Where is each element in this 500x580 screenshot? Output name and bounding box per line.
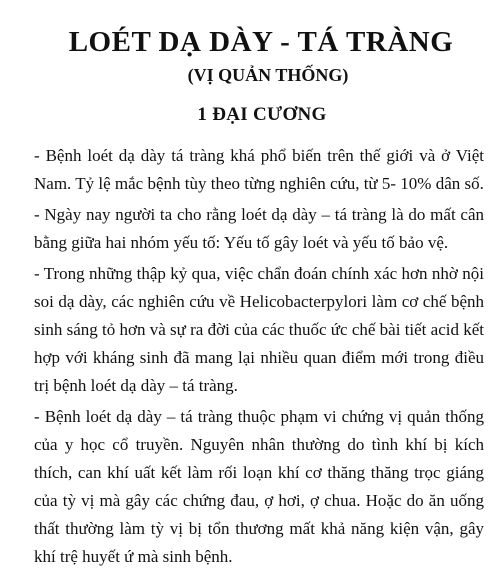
paragraph-cause: - Ngày nay người ta cho rằng loét dạ dày – tá tràng là do mất cân bằng giữa hai nhóm yếu tố: Yếu tố gây loét và yếu tố bảo vệ. bbox=[34, 205, 484, 252]
paragraph-advances: - Trong những thập kỷ qua, việc chẩn đoán chính xác hơn nhờ nội soi dạ dày, các nghiên cứu về Helicobacterpylori làm cơ chế bệnh sinh sáng tỏ hơn và sự ra đời của các thuốc ức chế bài tiết acid kết hợp với kháng sinh đã mang lại nhiều quan điểm mới trong điều trị bệnh loét dạ dày – tá tràng. bbox=[34, 264, 484, 395]
document-body bbox=[34, 142, 484, 571]
section-heading: 1 ĐẠI CƯƠNG bbox=[197, 104, 327, 125]
document-title: LOÉT DẠ DÀY - TÁ TRÀNG bbox=[68, 26, 454, 58]
document-subtitle: (VỊ QUẢN THỐNG) bbox=[187, 65, 349, 85]
paragraph-prevalence: - Bệnh loét dạ dày tá tràng khá phổ biến trên thế giới và ở Việt Nam. Tỷ lệ mắc bệnh tùy theo từng nghiên cứu, từ 5- 10% dân số. bbox=[34, 146, 484, 193]
paragraph-traditional-medicine: - Bệnh loét dạ dày – tá tràng thuộc phạm vi chứng vị quản thống của y học cổ truyền. Nguyên nhân thường do tình khí bị kích thích, can khí uất kết làm rối loạn khí cơ thăng thăng trọc giáng của tỳ vị mà gây các chứng đau, ợ hơi, ợ chua. Hoặc do ăn uống thất thường làm tỳ vị bị tổn thương mất khả năng kiện vận, gây khí trệ huyết ứ mà sinh bệnh. bbox=[34, 407, 484, 566]
